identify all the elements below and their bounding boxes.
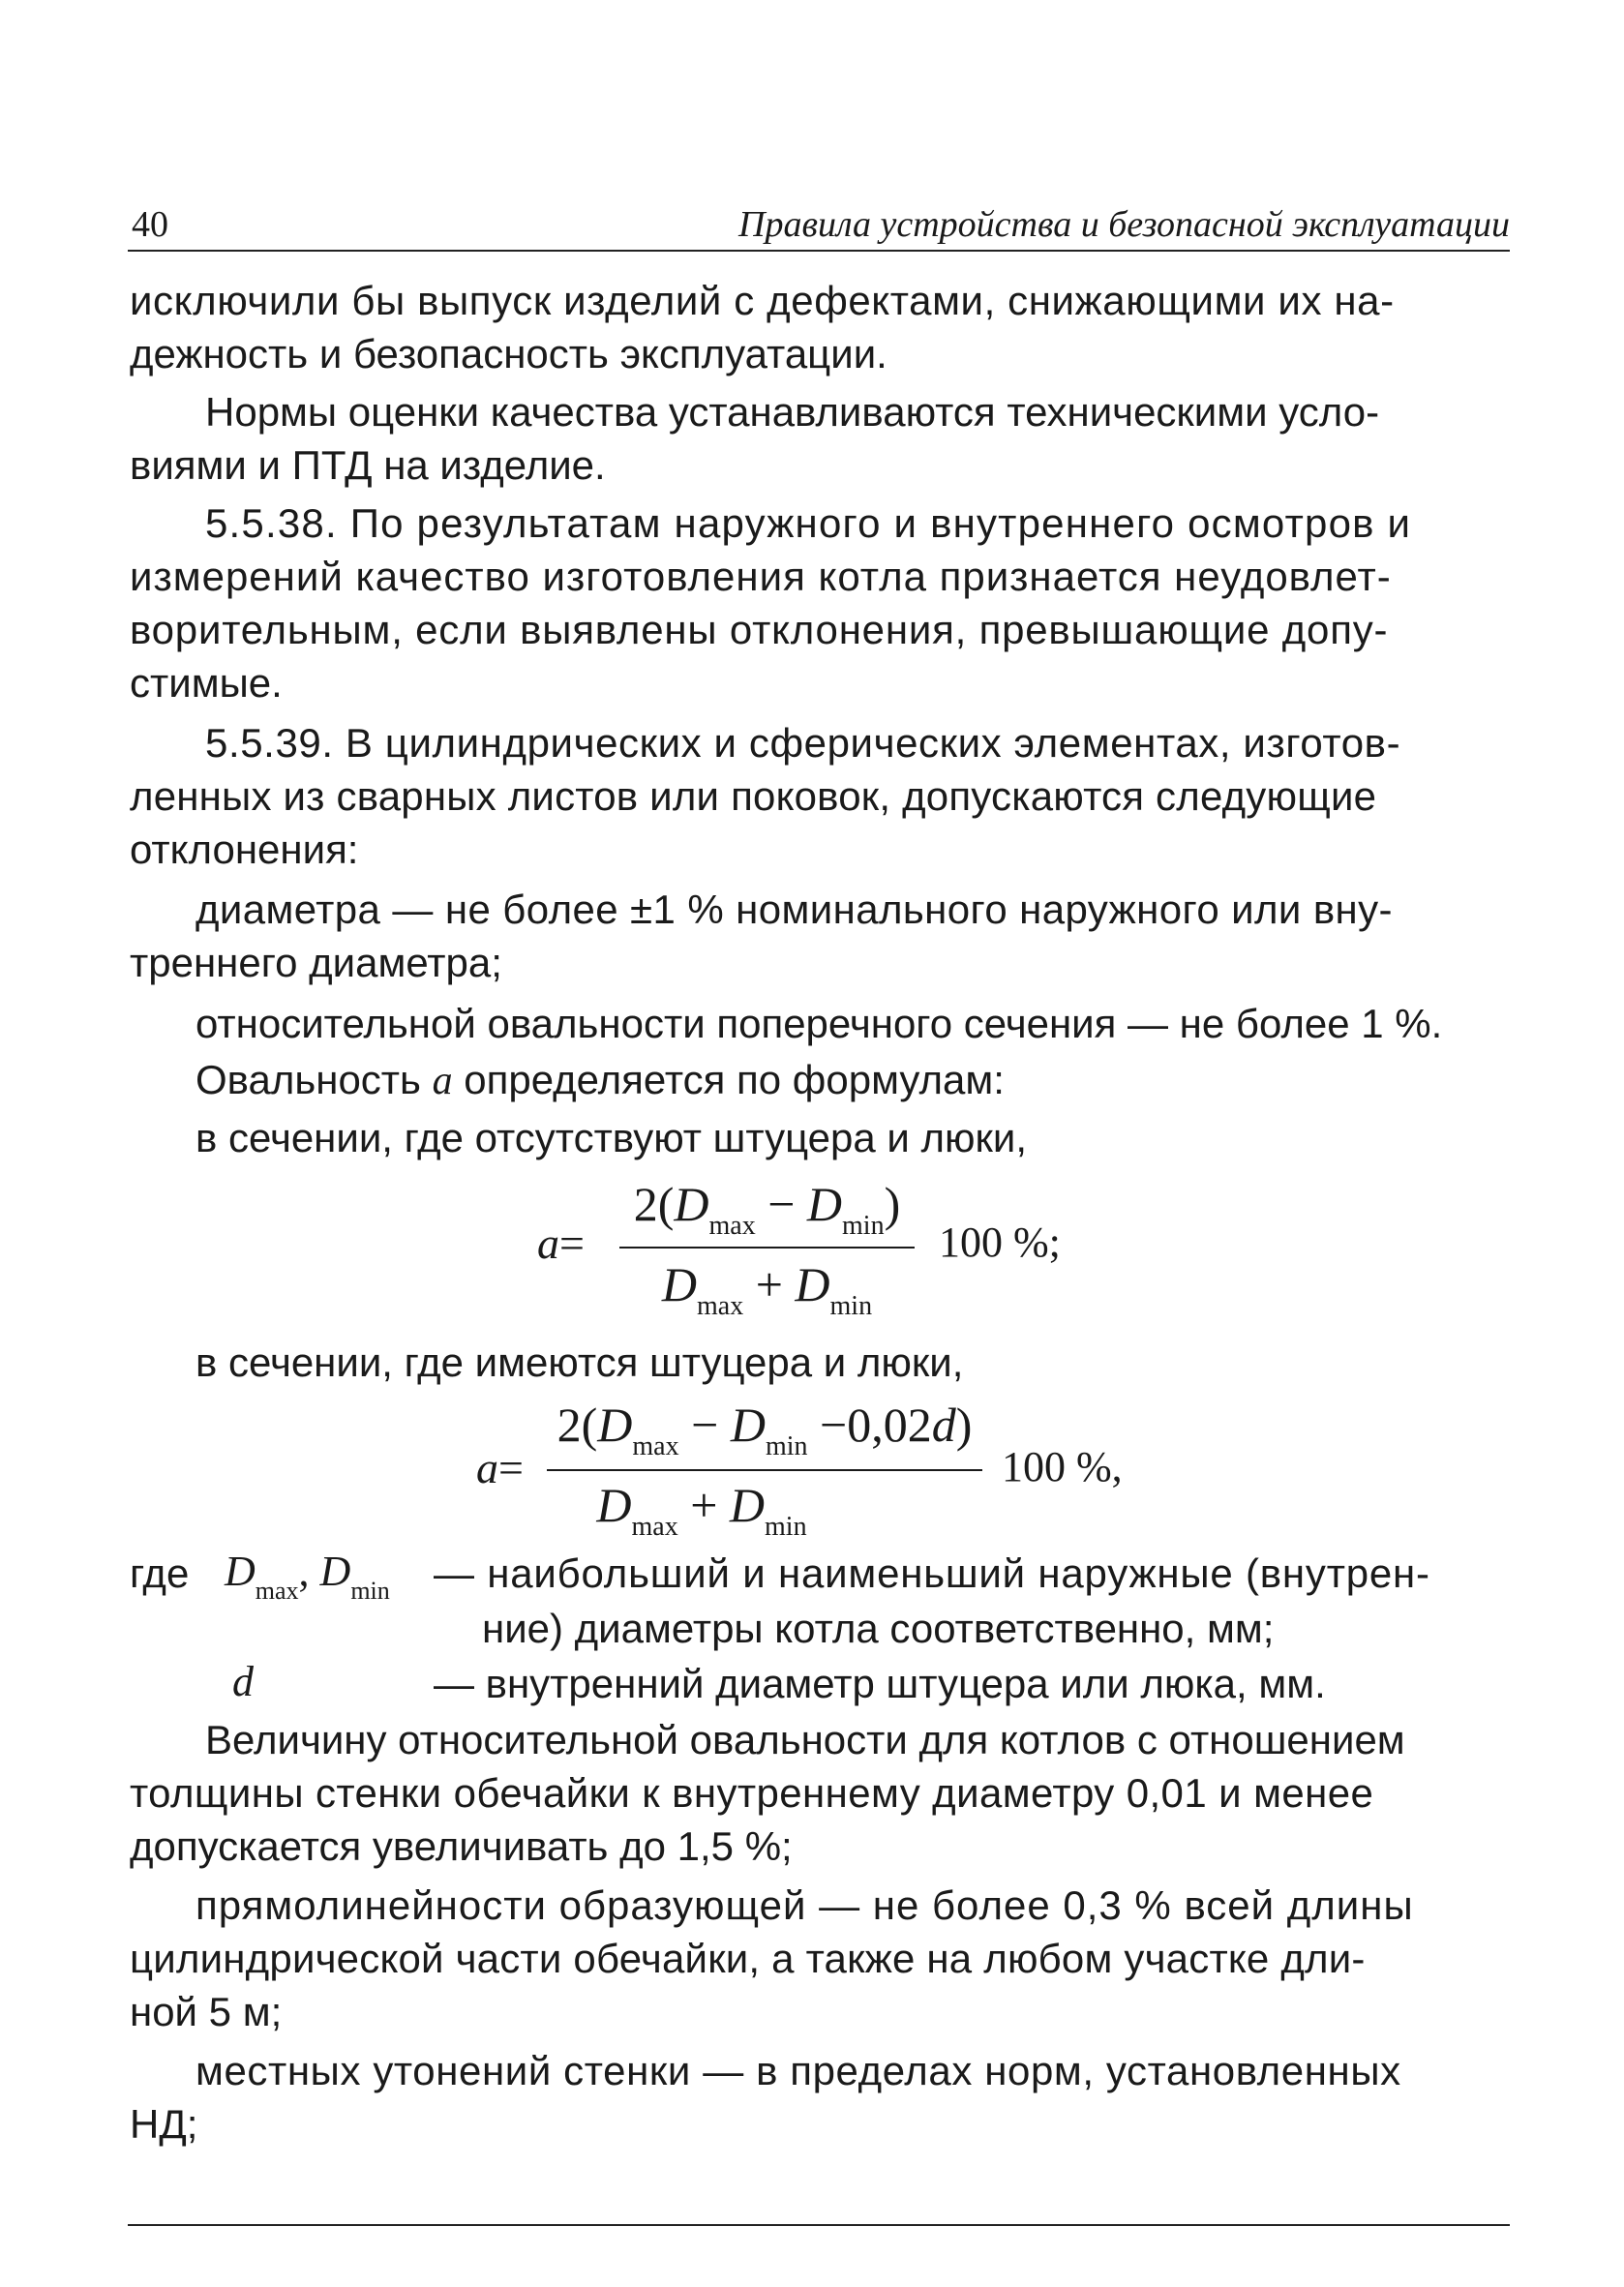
var-D: D [806, 1177, 843, 1231]
legend-where: где [130, 1550, 190, 1596]
legend-symbol-dmax-dmin [225, 1545, 390, 1617]
text-line: в сечении, где имеются штуцера и люки, [195, 1339, 964, 1385]
plus-sign: + [743, 1257, 796, 1311]
subscript: max [255, 1577, 299, 1605]
clause-5-5-38 [130, 497, 1411, 709]
text-fragment: Овальность [195, 1057, 433, 1102]
subscript: max [708, 1211, 756, 1241]
text-line: виями и ПТД на изделие. [130, 442, 606, 488]
text-fragment: определяется по формулам: [452, 1057, 1005, 1102]
subscript: max [631, 1512, 678, 1542]
text-line: 5.5.39. В цилиндрических и сферических элементах, изготов- [205, 720, 1401, 766]
formula-multiplier: 100 %; [939, 1219, 1061, 1266]
var-D: D [225, 1548, 256, 1595]
text-line [195, 1053, 1005, 1106]
text-line: Нормы оценки качества устанавливаются техническими усло- [205, 389, 1380, 435]
text-line: ворительным, если выявлены отклонения, превышающие допу- [130, 607, 1389, 652]
subscript: min [350, 1577, 390, 1605]
text-line: НД; [130, 2101, 198, 2147]
subscript: min [842, 1211, 885, 1241]
formula-denominator [619, 1256, 915, 1322]
variable-a: a [432, 1059, 453, 1103]
legend-symbol-d [232, 1655, 254, 1708]
text-line: толщины стенки обечайки к внутреннему диаметру 0,01 и менее [130, 1770, 1374, 1816]
var-D: D [730, 1398, 766, 1452]
formula-lhs [476, 1442, 524, 1493]
formula-numerator [547, 1397, 982, 1462]
text-fragment: 2( [556, 1398, 598, 1452]
subscript: max [632, 1431, 679, 1461]
text-line: в сечении, где отсутствуют штуцера и люки, [195, 1115, 1028, 1160]
var-D: D [597, 1398, 633, 1452]
text-line: Величину относительной овальности для котлов с отношением [205, 1717, 1405, 1762]
var-D: D [674, 1177, 709, 1231]
text-line: местных утонений стенки — в пределах норм, установленных [195, 2048, 1401, 2093]
var-d: d [931, 1398, 956, 1452]
plus-sign: + [677, 1478, 730, 1532]
deviation-diameter [130, 883, 1393, 989]
text-line: цилиндрической части обечайки, а также на любом участке дли- [130, 1936, 1366, 1981]
subscript: min [765, 1431, 808, 1461]
subscript: min [765, 1512, 807, 1542]
text-line: ной 5 м; [130, 1989, 283, 2034]
legend-definition-line: ние) диаметры котла соответственно, мм; [482, 1606, 1275, 1651]
var-D: D [795, 1257, 830, 1311]
page-number: 40 [132, 204, 168, 245]
formula-lhs [537, 1218, 585, 1269]
subscript: min [829, 1291, 873, 1321]
var-a: a [537, 1219, 559, 1268]
ovality-definition [195, 1053, 1005, 1106]
running-header [128, 190, 1510, 252]
formula-multiplier: 100 %, [1002, 1443, 1123, 1490]
legend-definition-line: — внутренний диаметр штуцера или люка, мм. [434, 1661, 1326, 1706]
formula-numerator [619, 1176, 915, 1242]
var-D: D [596, 1478, 632, 1532]
fraction-bar [547, 1469, 982, 1471]
text-fragment: −0,02 [807, 1398, 932, 1452]
fraction-bar [619, 1247, 915, 1249]
var-D: D [319, 1548, 351, 1595]
text-line: исключили бы выпуск изделий с дефектами, снижающими их на- [130, 278, 1395, 323]
var-D: D [661, 1257, 697, 1311]
running-title: Правила устройства и безопасной эксплуатации [738, 204, 1510, 245]
text-fragment: 2( [633, 1177, 675, 1231]
text-line: стимые. [130, 660, 283, 706]
deviation-wall-thinning [130, 2044, 1401, 2151]
footer-rule [128, 2224, 1510, 2226]
subscript: max [697, 1291, 744, 1321]
case-no-nozzles [195, 1111, 1027, 1164]
text-line: 5.5.38. По результатам наружного и внутреннего осмотров и [205, 500, 1412, 546]
text-line: треннего диаметра; [130, 940, 502, 985]
clause-5-5-39 [130, 716, 1400, 876]
formula-denominator [547, 1477, 857, 1543]
text-fragment: ) [884, 1177, 901, 1231]
paragraph-quality-norms [130, 385, 1379, 492]
legend-definition-line: — наибольший и наименьший наружные (внутрен- [434, 1550, 1430, 1596]
case-with-nozzles [195, 1336, 963, 1389]
text-line: прямолинейности образующей — не более 0,3 % всей длины [195, 1882, 1414, 1928]
var-d: d [232, 1658, 254, 1705]
text-line: отклонения: [130, 827, 359, 872]
comma: , [298, 1548, 320, 1595]
equals-sign: = [559, 1219, 585, 1268]
text-line: ленных из сварных листов или поковок, допускаются следующие [130, 773, 1377, 819]
equals-sign: = [498, 1443, 524, 1492]
var-D: D [729, 1478, 766, 1532]
text-line: измерений качество изготовления котла признается неудовлет- [130, 554, 1392, 599]
text-line: диаметра — не более ±1 % номинального наружного или вну- [195, 887, 1393, 932]
deviation-ovality [195, 997, 1442, 1050]
text-line: относительной овальности поперечного сечения — не более 1 %. [195, 1001, 1443, 1046]
deviation-straightness [130, 1879, 1414, 2038]
ovality-allowance [130, 1713, 1405, 1873]
minus-sign: − [678, 1398, 731, 1452]
paragraph-continuation [130, 274, 1395, 380]
minus-sign: − [755, 1177, 807, 1231]
var-a: a [476, 1443, 498, 1492]
text-line: дежность и безопасность эксплуатации. [130, 331, 887, 376]
text-line: допускается увеличивать до 1,5 %; [130, 1823, 793, 1869]
text-fragment: ) [955, 1398, 973, 1452]
